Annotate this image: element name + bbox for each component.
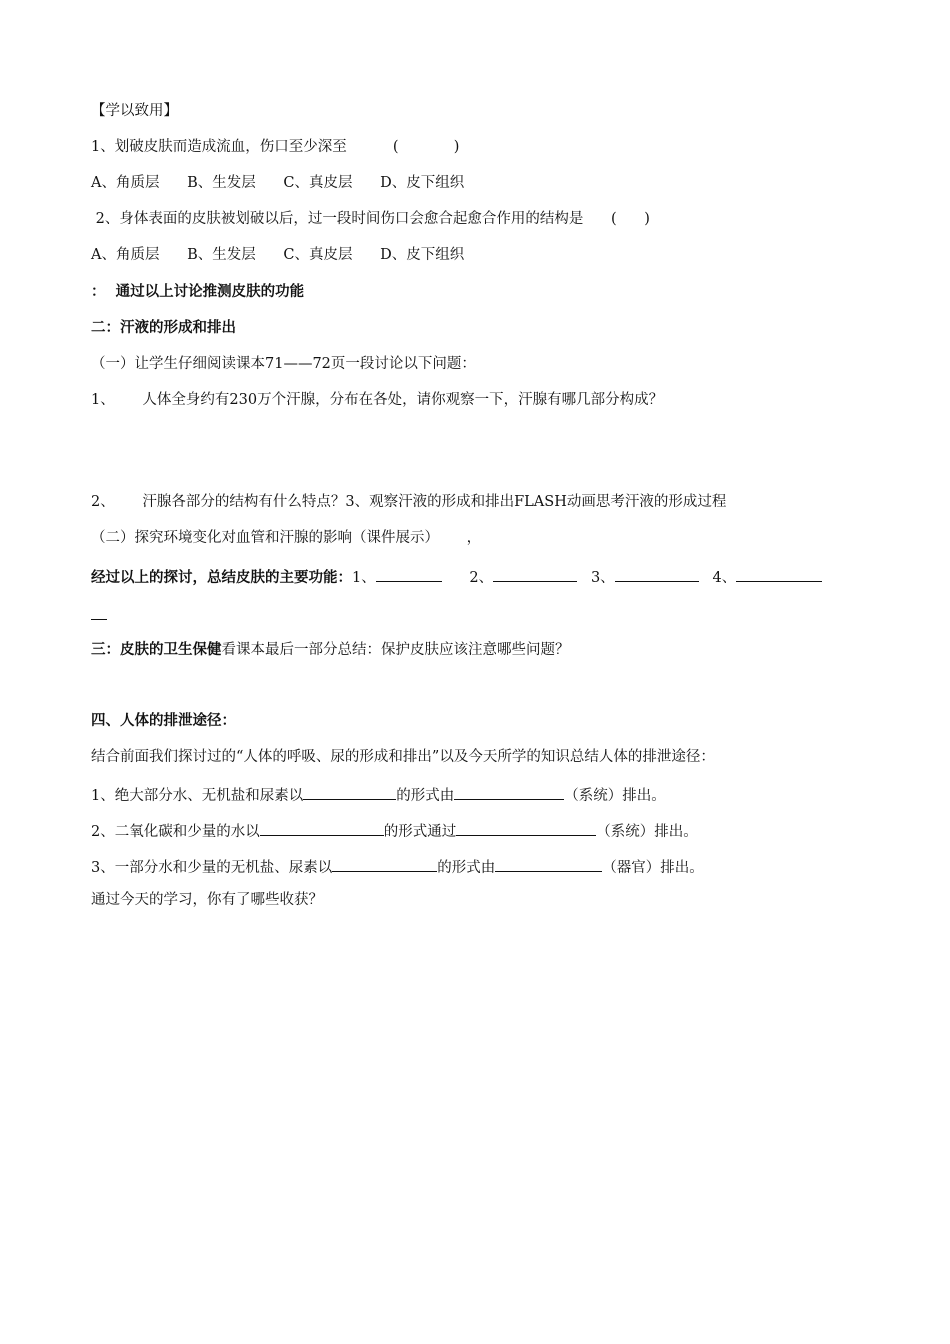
section-2-sub-1: （一）让学生仔细阅读课本71——72页一段讨论以下问题： (91, 356, 476, 372)
summary-num-1: 1、 (352, 570, 376, 586)
question-2-options: A、角质层 B、生发层 C、真皮层 D、皮下组织 (91, 247, 465, 263)
question-1: 1、划破皮肤而造成流血，伤口至少深至 ( ) (91, 139, 460, 155)
section-3 (91, 640, 570, 660)
line-1-b: 的形式由 (396, 788, 455, 804)
blank-function-3[interactable] (615, 565, 699, 582)
excretion-line-3 (91, 855, 704, 878)
item-2-text: 汗腺各部分的结构有什么特点？3、观察汗液的形成和排出FLASH动画思考汗液的形成过程 (142, 494, 727, 510)
infer-skin-function: ： 通过以上讨论推测皮肤的功能 (91, 284, 305, 300)
section-heading-apply: 【学以致用】 (91, 103, 178, 119)
line-3-b: 的形式由 (437, 860, 496, 876)
blank-function-1[interactable] (376, 565, 442, 582)
closing-question: 通过今天的学习，你有了哪些收获？ (91, 892, 323, 908)
summary-label: 经过以上的探讨，总结皮肤的主要功能： (91, 570, 352, 586)
question-2: 2、身体表面的皮肤被划破以后，过一段时间伤口会愈合起愈合作用的结构是 ( ) (91, 211, 650, 227)
item-2-prefix: 2、 (91, 494, 143, 510)
blank-l2-system[interactable] (456, 819, 596, 836)
line-3-c: （器官）排出。 (602, 860, 704, 876)
section-2-sub-2: （二）探究环境变化对血管和汗腺的影响（课件展示） ， (91, 530, 482, 546)
line-2-c: （系统）排出。 (596, 824, 698, 840)
section-2-heading: 二：汗液的形成和排出 (91, 320, 236, 336)
blank-l3-form[interactable] (332, 855, 437, 872)
line-3-a: 3、一部分水和少量的无机盐、尿素以 (91, 860, 333, 876)
item-1-prefix: 1、 (91, 392, 143, 408)
line-1-a: 1、绝大部分水、无机盐和尿素以 (91, 788, 304, 804)
skin-functions-summary (91, 565, 822, 588)
line-2-a: 2、二氧化碳和少量的水以 (91, 824, 260, 840)
line-1-c: （系统）排出。 (564, 788, 666, 804)
blank-l1-form[interactable] (303, 783, 396, 800)
blank-function-4[interactable] (736, 565, 822, 582)
blank-l2-form[interactable] (260, 819, 384, 836)
blank-function-2[interactable] (493, 565, 577, 582)
question-1-options: A、角质层 B、生发层 C、真皮层 D、皮下组织 (91, 175, 465, 191)
section-4-intro: 结合前面我们探讨过的“人体的呼吸、尿的形成和排出”以及今天所学的知识总结人体的排泄途径： (91, 749, 715, 765)
blank-l3-organ[interactable] (495, 855, 602, 872)
line-2-b: 的形式通过 (383, 824, 457, 840)
summary-num-4: 4、 (712, 570, 737, 586)
excretion-line-2 (91, 819, 698, 842)
section-3-text: 看课本最后一部分总结：保护皮肤应该注意哪些问题？ (221, 642, 570, 658)
section-2-item-2 (91, 492, 726, 512)
summary-num-3: 3、 (590, 570, 615, 586)
excretion-line-1 (91, 783, 666, 806)
summary-num-2: 2、 (469, 570, 494, 586)
section-3-heading: 三：皮肤的卫生保健 (91, 642, 222, 658)
blank-l1-system[interactable] (454, 783, 564, 800)
section-2-item-1 (91, 390, 663, 410)
blank-function-4-continued[interactable] (91, 603, 107, 620)
section-4-heading: 四、人体的排泄途径： (91, 713, 236, 729)
item-1-text: 人体全身约有230万个汗腺，分布在各处，请你观察一下，汗腺有哪几部分构成？ (142, 392, 664, 408)
